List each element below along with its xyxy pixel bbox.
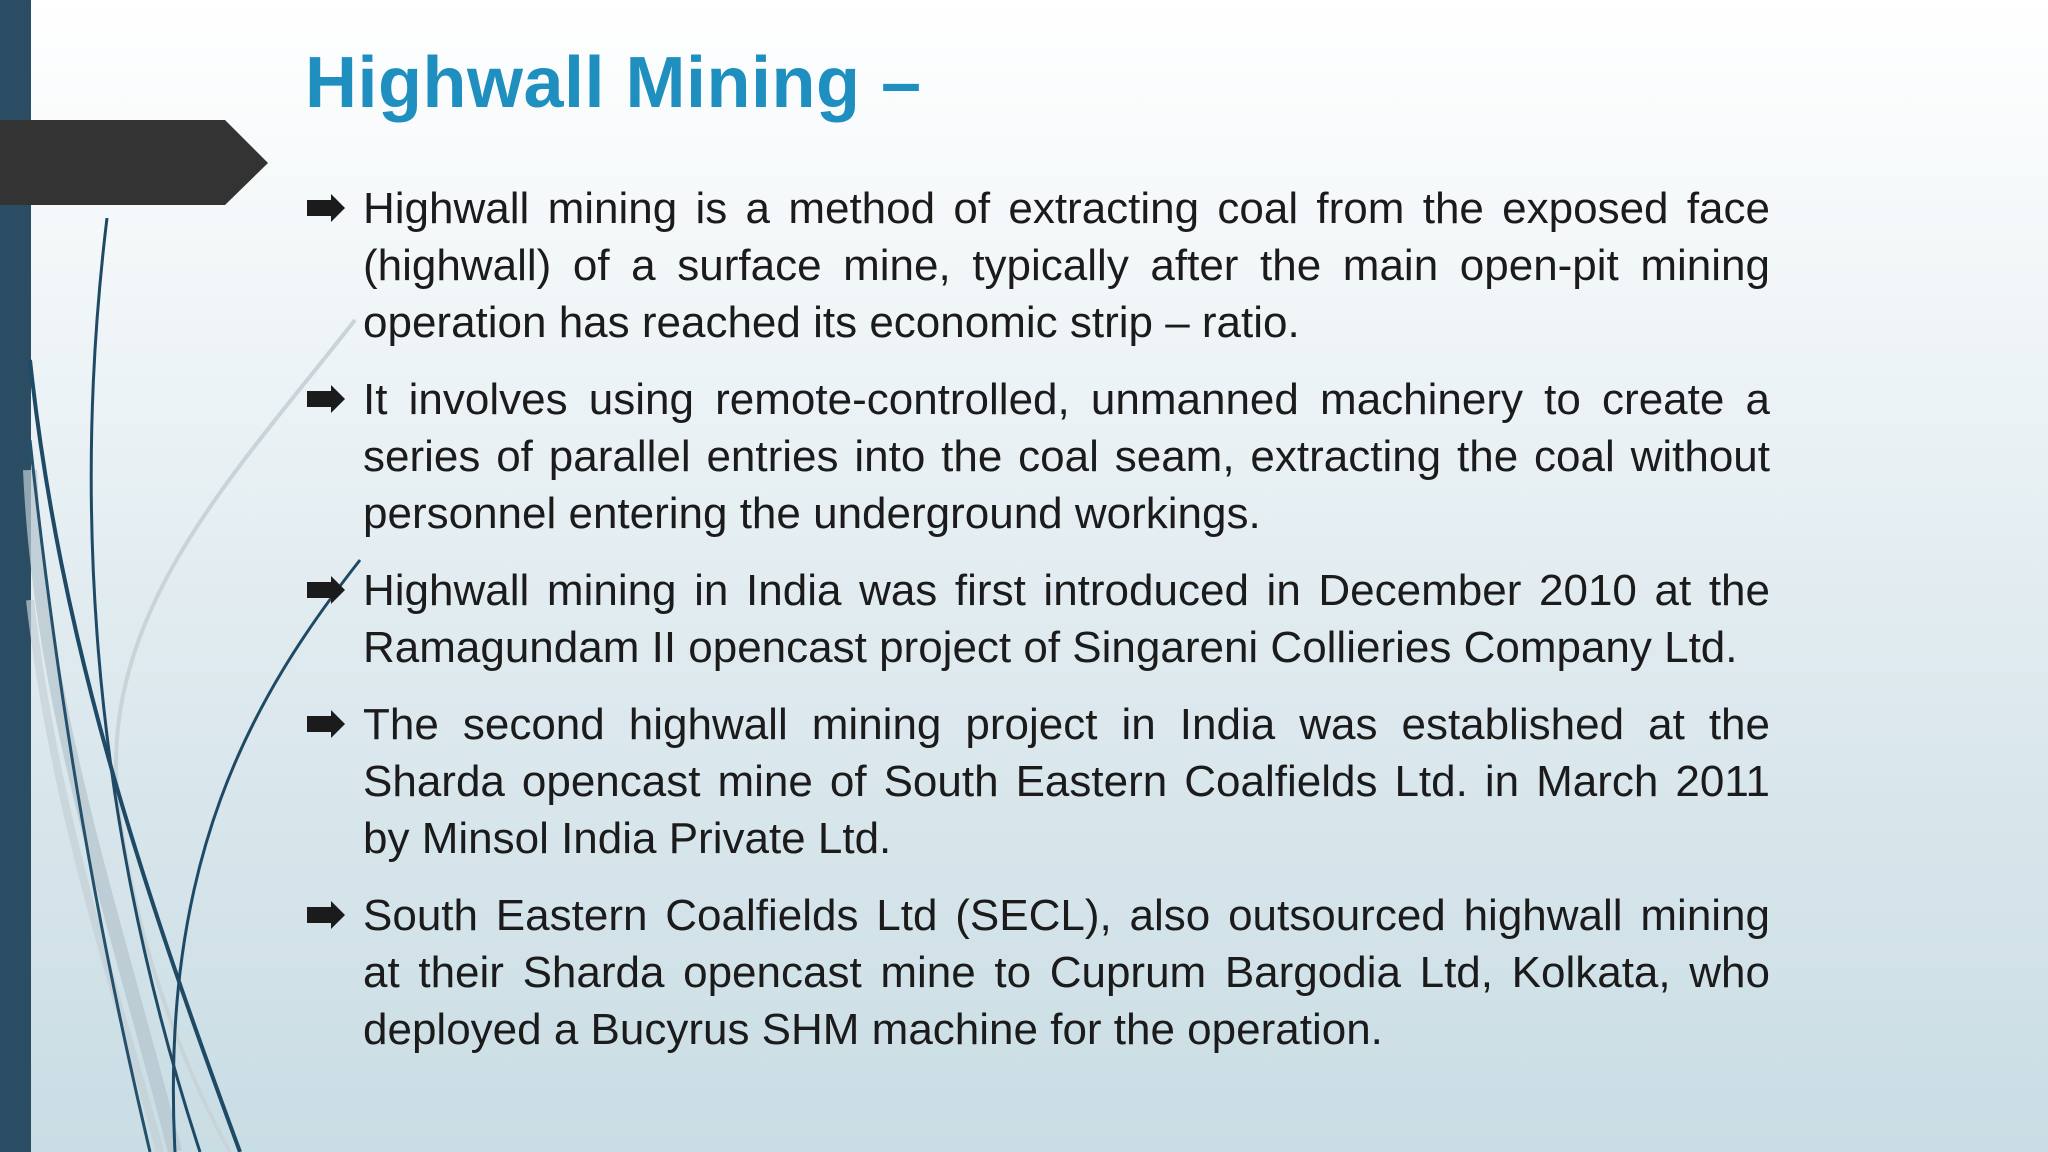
right-arrow-bullet-icon — [307, 901, 347, 929]
light-curve-2 — [30, 470, 175, 1152]
bullet-text: Highwall mining is a method of extracting coal from the exposed face (highwall) of a surface mine, typically after the main open-pit mining operation has reached its economic strip – ratio. — [363, 184, 1770, 347]
title-arrow-tab — [0, 120, 268, 205]
bullet-text: Highwall mining in India was first introduced in December 2010 at the Ramagundam II opencast project of Singareni Collieries Company Ltd. — [363, 566, 1770, 672]
dark-curve-2 — [30, 360, 240, 1152]
slide-title: Highwall Mining – — [305, 43, 922, 123]
right-arrow-bullet-icon — [307, 194, 347, 222]
bullet-list — [305, 180, 1770, 1078]
bullet-item-3 — [305, 562, 1770, 676]
bullet-item-1 — [305, 180, 1770, 351]
right-arrow-bullet-icon — [307, 710, 347, 738]
bullet-text: It involves using remote-controlled, unmanned machinery to create a series of parallel entries into the coal seam, extracting the coal without personnel entering the underground workings. — [363, 375, 1770, 538]
bullet-item-4 — [305, 696, 1770, 867]
bullet-item-2 — [305, 371, 1770, 542]
right-arrow-bullet-icon — [307, 576, 347, 604]
right-arrow-bullet-icon — [307, 385, 347, 413]
bullet-item-5 — [305, 887, 1770, 1058]
dark-curve-1 — [91, 218, 200, 1152]
bullet-text: South Eastern Coalfields Ltd (SECL), also outsourced highwall mining at their Sharda opencast mine to Cuprum Bargodia Ltd, Kolkata, who deployed a Bucyrus SHM machine for the operation. — [363, 891, 1770, 1054]
bullet-text: The second highwall mining project in India was established at the Sharda opencast mine of South Eastern Coalfields Ltd. in March 2011 by Minsol India Private Ltd. — [363, 700, 1770, 863]
